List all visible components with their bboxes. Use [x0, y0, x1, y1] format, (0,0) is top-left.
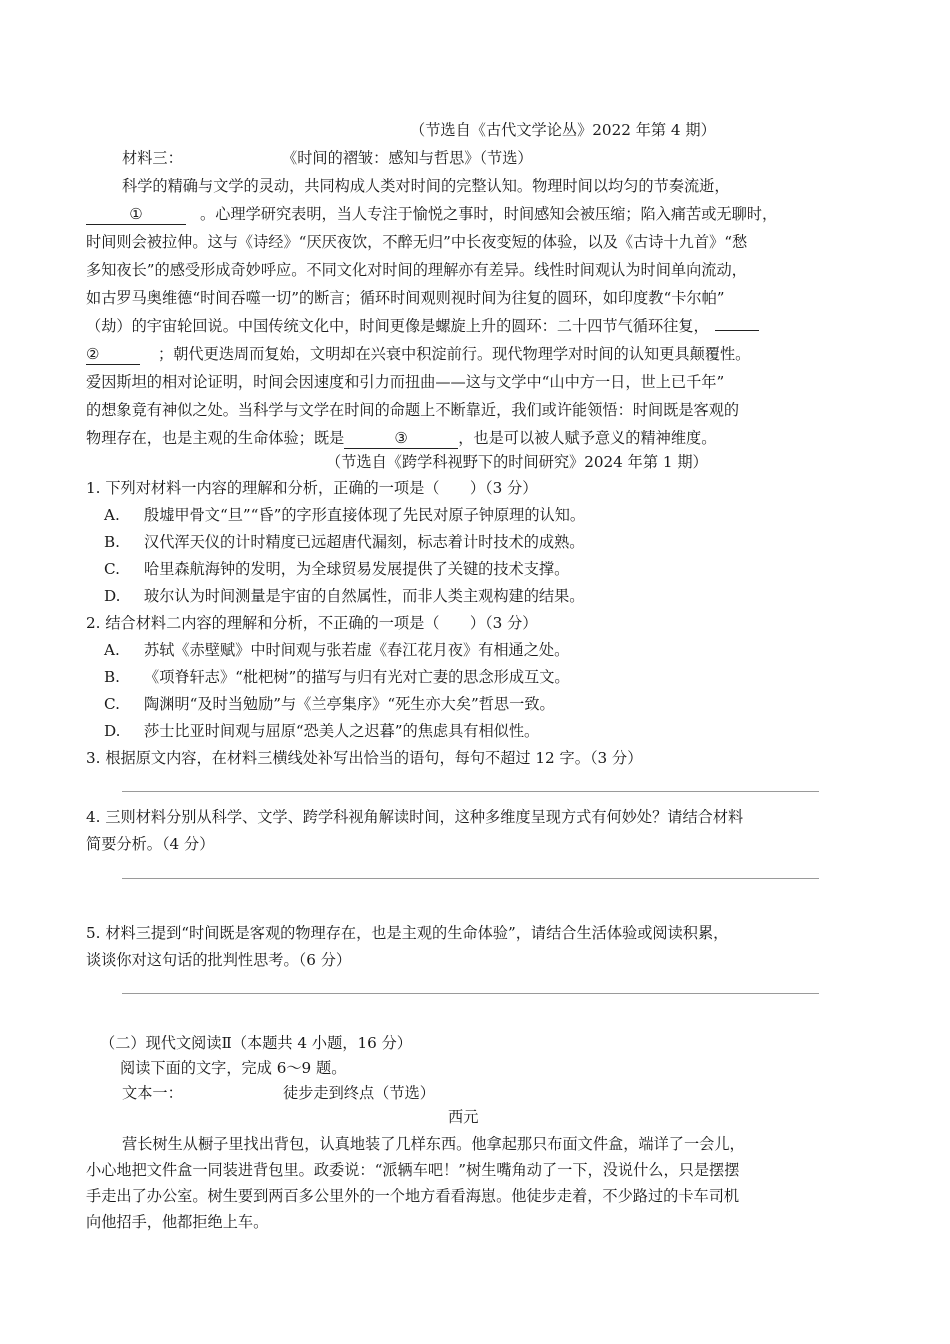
option-key: A.	[104, 641, 120, 659]
option-key: C.	[104, 695, 120, 713]
question-5-stem-line1: 5. 材料三提到“时间既是客观的物理存在，也是主观的生命体验”，请结合生活体验或阅读积累，	[86, 924, 729, 942]
material3-line5: 如古罗马奥维德“时间吞噬一切”的断言；循环时间观则视时间为往复的圆环，如印度教“卡尔帕”	[86, 289, 725, 307]
material3-line2	[86, 204, 777, 225]
material3-title: 《时间的褶皱：感知与哲思》（节选）	[282, 149, 533, 167]
option-key: D.	[104, 587, 121, 605]
answer-line-q5[interactable]	[122, 993, 819, 994]
question-2-option-a[interactable]	[104, 640, 569, 660]
question-4-stem-line1: 4. 三则材料分别从科学、文学、跨学科视角解读时间，这种多维度呈现方式有何妙处？请结合材料	[86, 808, 744, 826]
question-1-option-c[interactable]	[104, 559, 569, 579]
text1-line3: 手走出了办公室。树生要到两百多公里外的一个地方看看海崽。他徒步走着，不少路过的卡车司机	[86, 1187, 740, 1205]
material3-line10	[86, 428, 716, 449]
source-citation-material2: （节选自《古代文学论丛》2022 年第 4 期）	[410, 121, 716, 139]
text1-line2: 小心地把文件盒一同装进背包里。政委说：“派辆车吧！”树生嘴角动了一下，没说什么，只是摆摆	[86, 1161, 740, 1179]
text1-author: 西元	[448, 1108, 479, 1126]
question-5-stem-line2: 谈谈你对这句话的批判性思考。（6 分）	[86, 951, 352, 969]
question-1-stem: 1. 下列对材料一内容的理解和分析，正确的一项是（ ）（3 分）	[86, 479, 538, 497]
material3-line9: 的想象竟有神似之处。当科学与文学在时间的命题上不断靠近，我们或许能领悟：时间既是客观的	[86, 401, 740, 419]
option-text: 殷墟甲骨文“旦”“昏”的字形直接体现了先民对原子钟原理的认知。	[144, 506, 586, 524]
fill-blank-3[interactable]: ③	[344, 428, 458, 449]
option-text: 玻尔认为时间测量是宇宙的自然属性，而非人类主观构建的结果。	[144, 587, 585, 605]
material3-line7-text: ；朝代更迭周而复始，文明却在兴衰中积淀前行。现代物理学对时间的认知更具颠覆性。	[158, 345, 751, 363]
text1-title: 徒步走到终点（节选）	[283, 1084, 435, 1102]
material3-line3: 时间则会被拉伸。这与《诗经》“厌厌夜饮，不醉无归”中长夜变短的体验，以及《古诗十九首》“愁	[86, 233, 748, 251]
option-key: D.	[104, 722, 121, 740]
text1-line1: 营长树生从橱子里找出背包，认真地装了几样东西。他拿起那只布面文件盒，端详了一会儿，	[122, 1135, 745, 1153]
question-1-option-a[interactable]	[104, 505, 585, 525]
question-2-option-c[interactable]	[104, 694, 555, 714]
question-4-stem-line2: 简要分析。（4 分）	[86, 835, 215, 853]
material3-line1: 科学的精确与文学的灵动，共同构成人类对时间的完整认知。物理时间以均匀的节奏流逝，	[122, 177, 730, 195]
option-key: B.	[104, 533, 120, 551]
option-text: 陶渊明“及时当勉励”与《兰亭集序》“死生亦大矣”哲思一致。	[144, 695, 555, 713]
material3-line6-text: （劫）的宇宙轮回说。中国传统文化中，时间更像是螺旋上升的圆环：二十四节气循环往复，	[86, 317, 709, 335]
material3-line6	[86, 316, 759, 336]
option-text: 苏轼《赤壁赋》中时间观与张若虚《春江花月夜》有相通之处。	[144, 641, 570, 659]
answer-line-q3[interactable]	[122, 791, 819, 792]
material3-label: 材料三：	[122, 149, 183, 167]
fill-blank-2[interactable]: ②	[86, 344, 140, 365]
question-2-option-d[interactable]	[104, 721, 539, 741]
material3-line8: 爱因斯坦的相对论证明，时间会因速度和引力而扭曲——这与文学中“山中方一日，世上已千年”	[86, 373, 725, 391]
question-1-option-b[interactable]	[104, 532, 584, 552]
fill-blank-2-start[interactable]	[715, 330, 759, 331]
option-key: A.	[104, 506, 120, 524]
question-2-option-b[interactable]	[104, 667, 570, 687]
option-text: 哈里森航海钟的发明，为全球贸易发展提供了关键的技术支撑。	[144, 560, 570, 578]
section-2-instruction: 阅读下面的文字，完成 6～9 题。	[120, 1059, 347, 1077]
material3-line10-tail: ，也是可以被人赋予意义的精神维度。	[458, 429, 717, 447]
question-2-stem: 2. 结合材料二内容的理解和分析，不正确的一项是（ ）（3 分）	[86, 614, 538, 632]
material3-line7	[86, 344, 750, 365]
material3-line4: 多知夜长”的感受形成奇妙呼应。不同文化对时间的理解亦有差异。线性时间观认为时间单向流动，	[86, 261, 747, 279]
fill-blank-1[interactable]: ①	[86, 204, 186, 225]
option-text: 汉代浑天仪的计时精度已远超唐代漏刻，标志着计时技术的成熟。	[144, 533, 585, 551]
material3-line2-text: 。心理学研究表明，当人专注于愉悦之事时，时间感知会被压缩；陷入痛苦或无聊时，	[200, 205, 778, 223]
option-key: C.	[104, 560, 120, 578]
text1-line4: 向他招手，他都拒绝上车。	[86, 1213, 269, 1231]
option-key: B.	[104, 668, 120, 686]
answer-line-q4[interactable]	[122, 878, 819, 879]
source-citation-material3: （节选自《跨学科视野下的时间研究》2024 年第 1 期）	[326, 453, 708, 471]
material3-line10-text: 物理存在，也是主观的生命体验；既是	[86, 429, 345, 447]
option-text: 《项脊轩志》“枇杷树”的描写与归有光对亡妻的思念形成互文。	[144, 668, 570, 686]
question-1-option-d[interactable]	[104, 586, 584, 606]
option-text: 莎士比亚时间观与屈原“恐美人之迟暮”的焦虑具有相似性。	[144, 722, 540, 740]
section-2-heading: （二）现代文阅读Ⅱ（本题共 4 小题，16 分）	[100, 1034, 412, 1052]
text1-label: 文本一：	[122, 1084, 183, 1102]
question-3-stem: 3. 根据原文内容，在材料三横线处补写出恰当的语句，每句不超过 12 字。（3 分）	[86, 749, 643, 767]
